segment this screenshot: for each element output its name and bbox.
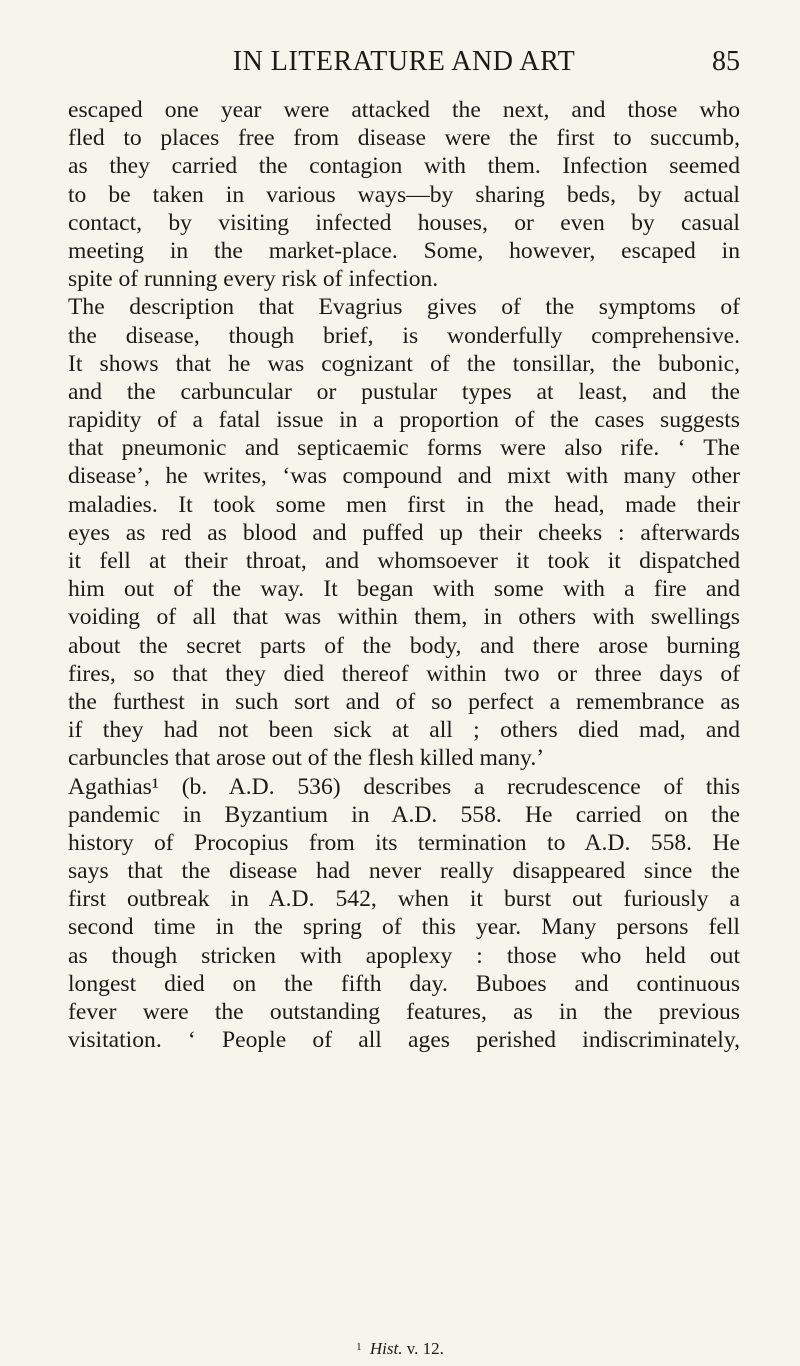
text-line: contact, by visiting infected houses, or even by casual	[68, 209, 740, 236]
text-line: The description that Evagrius gives of the symptoms of	[68, 294, 740, 321]
text-line: second time in the spring of this year. Many persons fell	[68, 914, 740, 941]
text-line: Agathias¹ (b. A.D. 536) describes a recrudescence of this	[68, 773, 740, 800]
text-line: to be taken in various ways—by sharing beds, by actual	[68, 181, 740, 208]
text-line: fever were the outstanding features, as in the previous	[68, 999, 740, 1025]
footnote-reference: Hist.	[369, 1339, 403, 1358]
footnote-detail: v. 12.	[406, 1339, 444, 1358]
text-line: as they carried the contagion with them. Infection seemed	[68, 153, 740, 180]
page-header	[68, 42, 740, 82]
text-line: visitation. ‘ People of all ages perished indiscriminately,	[68, 1027, 740, 1054]
text-line: as though stricken with apoplexy : those who held out	[68, 942, 740, 969]
text-line: first outbreak in A.D. 542, when it burst out furiously a	[68, 886, 740, 913]
text-line: and the carbuncular or pustular types at least, and the	[68, 378, 740, 405]
text-line: rapidity of a fatal issue in a proportion of the cases suggests	[68, 407, 740, 434]
text-line: spite of running every risk of infection.	[68, 266, 439, 293]
text-line: disease’, he writes, ‘was compound and mixt with many other	[68, 463, 740, 490]
text-line: escaped one year were attacked the next, and those who	[68, 97, 740, 123]
text-line: it fell at their throat, and whomsoever it took it dispatched	[68, 548, 740, 574]
text-line: about the secret parts of the body, and there arose burning	[68, 632, 740, 659]
text-line: pandemic in Byzantium in A.D. 558. He carried on the	[68, 801, 740, 828]
text-line: voiding of all that was within them, in others with swellings	[68, 604, 740, 631]
page-number: 85	[712, 46, 740, 77]
text-line: the furthest in such sort and of so perfect a remembrance as	[68, 688, 740, 715]
text-line: history of Procopius from its termination to A.D. 558. He	[68, 829, 740, 856]
text-line: meeting in the market-place. Some, however, escaped in	[68, 237, 740, 264]
body-text	[68, 96, 740, 1054]
text-line: It shows that he was cognizant of the tonsillar, the bubonic,	[68, 350, 740, 377]
footnote-mark: 1	[356, 1341, 362, 1353]
text-line: the disease, though brief, is wonderfully comprehensive.	[68, 322, 740, 349]
footnote	[0, 1338, 800, 1360]
text-line: maladies. It took some men first in the head, made their	[68, 491, 740, 518]
text-line: fled to places free from disease were the first to succumb,	[68, 125, 740, 152]
text-line: that pneumonic and septicaemic forms were also rife. ‘ The	[68, 435, 740, 462]
text-line: fires, so that they died thereof within two or three days of	[68, 660, 740, 687]
text-line: him out of the way. It began with some with a fire and	[68, 576, 740, 603]
text-line: carbuncles that arose out of the flesh killed many.’	[68, 745, 545, 772]
text-line: longest died on the fifth day. Buboes and continuous	[68, 970, 740, 997]
text-line: if they had not been sick at all ; others died mad, and	[68, 717, 740, 744]
text-line: says that the disease had never really disappeared since the	[68, 858, 740, 885]
text-line: eyes as red as blood and puffed up their cheeks : afterwards	[68, 519, 740, 546]
running-title: IN LITERATURE AND ART	[232, 46, 576, 77]
